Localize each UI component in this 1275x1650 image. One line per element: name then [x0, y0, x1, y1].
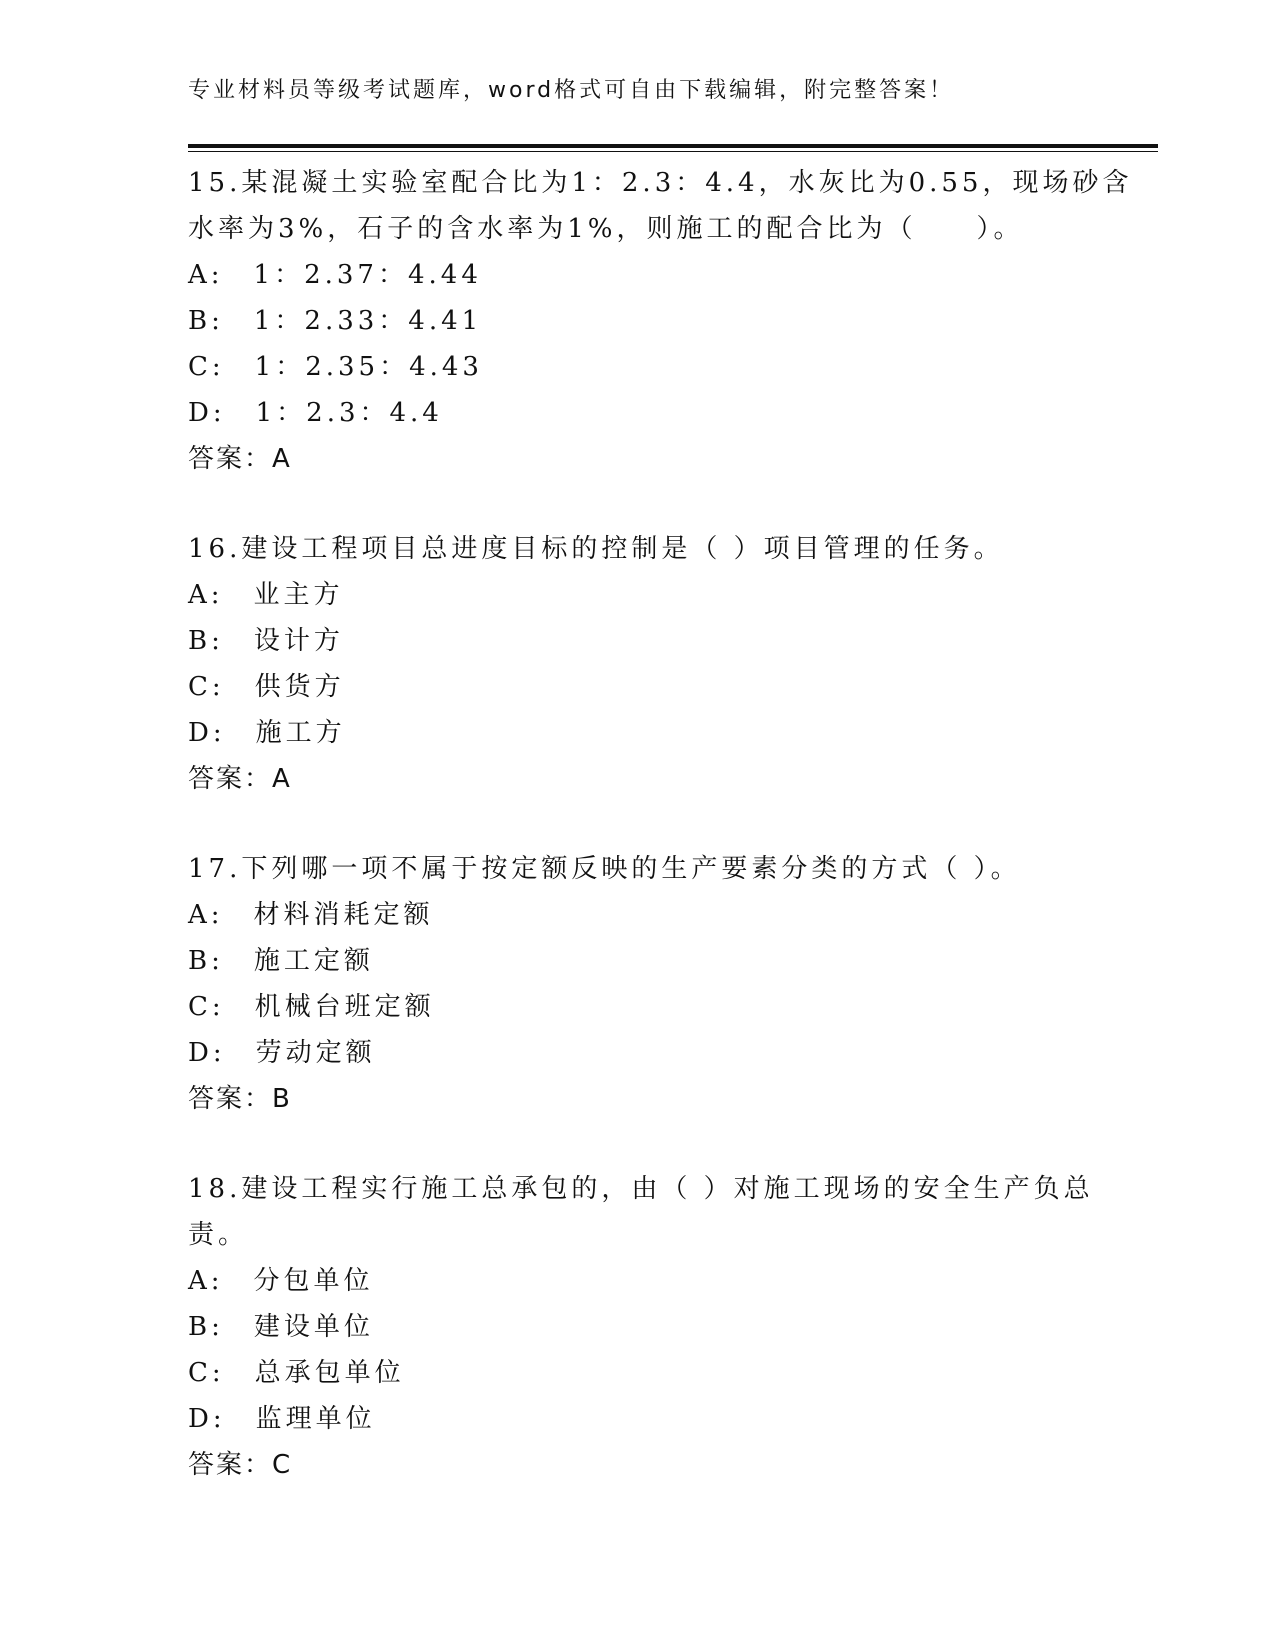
question-text: 15.某混凝土实验室配合比为1：2.3：4.4，水灰比为0.55，现场砂含: [188, 168, 1133, 198]
option-c: C: 机械台班定额: [188, 992, 435, 1022]
question-text: 17.下列哪一项不属于按定额反映的生产要素分类的方式（ ）。: [188, 854, 1021, 884]
question-text: 16.建设工程项目总进度目标的控制是（ ）项目管理的任务。: [188, 534, 1004, 564]
header-rule-thick: [188, 144, 1158, 148]
option-a: A: 1：2.37：4.44: [188, 260, 482, 290]
question-text: 责。: [188, 1220, 249, 1250]
option-d: D: 劳动定额: [188, 1038, 376, 1068]
question-18: [188, 1166, 1118, 1488]
option-a: A: 业主方: [188, 580, 344, 610]
option-d: D: 施工方: [188, 718, 346, 748]
option-b: B: 1：2.33：4.41: [188, 306, 483, 336]
page-header: 专业材料员等级考试题库，word格式可自由下载编辑，附完整答案！: [188, 78, 955, 103]
option-c: C: 供货方: [188, 672, 345, 702]
answer: 答案：A: [188, 764, 292, 794]
option-b: B: 施工定额: [188, 946, 374, 976]
option-d: D: 1：2.3：4.4: [188, 398, 443, 428]
question-16: [188, 526, 1118, 802]
question-list: [188, 160, 1133, 1532]
option-b: B: 设计方: [188, 626, 344, 656]
question-15: [188, 160, 1133, 482]
header-rule-thin: [188, 151, 1158, 152]
answer: 答案：A: [188, 444, 292, 474]
option-c: C: 总承包单位: [188, 1358, 405, 1388]
question-text: 18.建设工程实行施工总承包的，由（ ）对施工现场的安全生产负总: [188, 1174, 1094, 1204]
answer: 答案：B: [188, 1084, 292, 1114]
question-17: [188, 846, 1118, 1122]
option-a: A: 材料消耗定额: [188, 900, 434, 930]
option-c: C: 1：2.35：4.43: [188, 352, 483, 382]
option-b: B: 建设单位: [188, 1312, 374, 1342]
answer: 答案：C: [188, 1450, 293, 1480]
option-d: D: 监理单位: [188, 1404, 376, 1434]
option-a: A: 分包单位: [188, 1266, 374, 1296]
question-text: 水率为3%，石子的含水率为1%，则施工的配合比为（ ）。: [188, 214, 1024, 244]
